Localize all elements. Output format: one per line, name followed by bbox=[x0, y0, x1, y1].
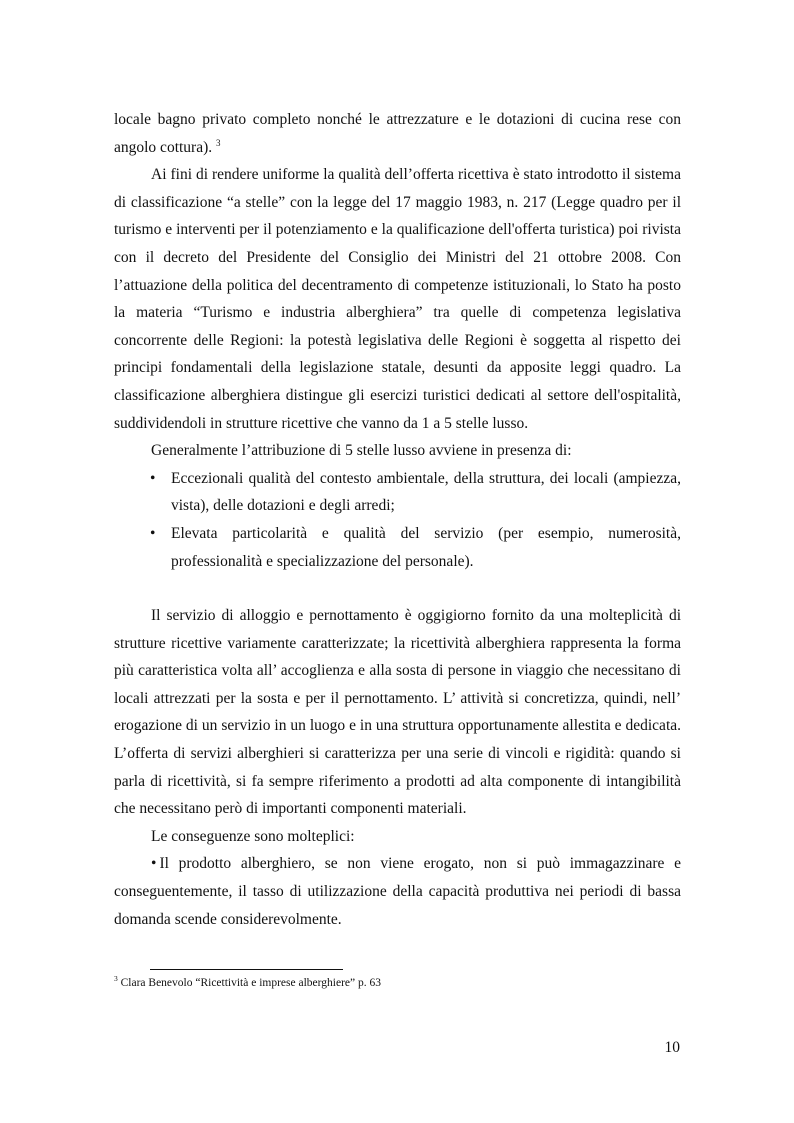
paragraph-4: Il servizio di alloggio e pernottamento è oggigiorno fornito da una molteplicità di strutture ricettive variamente caratterizzate; la ricettività alberghiera rappresenta la forma più caratteristica volta all’ accoglienza e alla sosta di persone in viaggio che necessitano di locali attrezzati per la sosta e per il pernottamento. L’ attività si concretizza, quindi, nell’ erogazione di un servizio in un luogo e in una struttura opportunamente allestita e dedicata. L’offerta di servizi alberghieri si caratterizza per una serie di vincoli e rigidità: quando si parla di ricettività, si fa sempre riferimento a prodotti ad alta componente di intangibilità che necessitano però di importanti componenti materiali. bbox=[114, 607, 681, 818]
footnote-reference: 3 bbox=[216, 137, 221, 148]
bullet-item-1 bbox=[114, 465, 681, 520]
bullet-icon: • bbox=[150, 469, 156, 487]
paragraph-1 bbox=[114, 106, 681, 161]
paragraph-3: Generalmente l’attribuzione di 5 stelle lusso avviene in presenza di: bbox=[151, 442, 572, 460]
paragraph-6-text: Il prodotto alberghiero, se non viene erogato, non si può immagazzinare e conseguentemente, il tasso di utilizzazione della capacità produttiva nei periodi di bassa domanda scende considerevolmente. bbox=[114, 855, 681, 928]
footnote-number: 3 bbox=[114, 974, 118, 984]
bullet-item-1-text: Eccezionali qualità del contesto ambientale, della struttura, dei locali (ampiezza, vista), delle dotazioni e degli arredi; bbox=[171, 469, 681, 515]
bullet-item-2 bbox=[114, 520, 681, 575]
document-body bbox=[114, 106, 681, 933]
paragraph-gap bbox=[114, 575, 681, 602]
inline-bullet-icon: • bbox=[151, 855, 157, 873]
paragraph-5: Le conseguenze sono molteplici: bbox=[151, 827, 355, 845]
footnote-text: Clara Benevolo “Ricettività e imprese alberghiere” p. 63 bbox=[120, 977, 381, 989]
paragraph-2: Ai fini di rendere uniforme la qualità dell’offerta ricettiva è stato introdotto il sistema di classificazione “a stelle” con la legge del 17 maggio 1983, n. 217 (Legge quadro per il turismo e interventi per il potenziamento e la qualificazione dell'offerta turistica) poi rivista con il decreto del Presidente del Consiglio dei Ministri del 21 ottobre 2008. Con l’attuazione della politica del decentramento di competenze istituzionali, lo Stato ha posto la materia “Turismo e industria alberghiera” tra quelle di competenza legislativa concorrente delle Regioni: la potestà legislativa delle Regioni è soggetta al rispetto dei principi fondamentali della legislazione statale, desunti da apposite leggi quadro. La classificazione alberghiera distingue gli esercizi turistici dedicati al settore dell'ospitalità, suddividendoli in strutture ricettive che vanno da 1 a 5 stelle lusso. bbox=[114, 166, 681, 432]
page-number: 10 bbox=[664, 1039, 680, 1056]
paragraph-1-text: locale bagno privato completo nonché le attrezzature e le dotazioni di cucina rese con angolo cottura). bbox=[114, 111, 681, 156]
footnote-separator bbox=[150, 969, 343, 970]
bullet-icon: • bbox=[150, 524, 156, 542]
bullet-list bbox=[114, 465, 681, 575]
footnote bbox=[114, 975, 381, 991]
bullet-item-2-text: Elevata particolarità e qualità del servizio (per esempio, numerosità, professionalità e specializzazione del personale). bbox=[171, 524, 681, 570]
paragraph-6 bbox=[114, 850, 681, 933]
